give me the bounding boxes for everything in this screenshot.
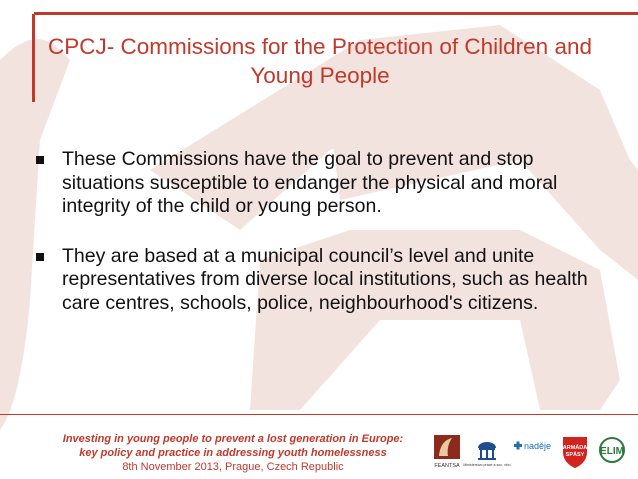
ministry-label: Ministerstvo práce a soc. věcí [463, 463, 511, 467]
bullet-text: They are based at a municipal council’s level and unite representatives from diverse local institutions, such as health care centres, schools, police, neighbourhood's citizens. [62, 244, 588, 314]
feantsa-label: FEANTSA [434, 463, 460, 469]
army-label-top: ARMÁDA [562, 445, 588, 451]
bullet-list [36, 148, 596, 315]
partner-logos [430, 434, 630, 470]
footer [58, 432, 408, 474]
feantsa-logo [430, 434, 464, 470]
top-border-line [34, 12, 638, 15]
nadeje-label: nadějе [524, 441, 552, 451]
nadeje-cross-icon [514, 442, 522, 450]
bullet-square-icon [36, 156, 44, 164]
bullet-text: These Commissions have the goal to prevent and stop situations susceptible to endanger the physical and moral integrity of the child or young person. [62, 148, 558, 217]
footer-line-2: key policy and practice in addressing youth homelessness [79, 447, 387, 459]
bullet-square-icon [36, 253, 44, 261]
bullet-item [36, 245, 596, 316]
ministry-logo [463, 434, 511, 470]
elim-label: ELIM [600, 446, 624, 457]
army-label-bottom: SPÁSY [565, 452, 585, 458]
elim-logo [594, 434, 630, 470]
footer-line-3: 8th November 2013, Prague, Czech Republic [122, 461, 344, 473]
nadeje-logo [510, 434, 556, 470]
footer-line-1: Investing in young people to prevent a lost generation in Europe: [62, 433, 404, 445]
footer-divider [0, 414, 638, 415]
slide-title: CPCJ- Commissions for the Protection of Children and Young People [48, 34, 592, 88]
bullet-item [36, 148, 596, 219]
left-border-line [32, 14, 35, 102]
salvation-army-shield-icon [560, 434, 590, 470]
